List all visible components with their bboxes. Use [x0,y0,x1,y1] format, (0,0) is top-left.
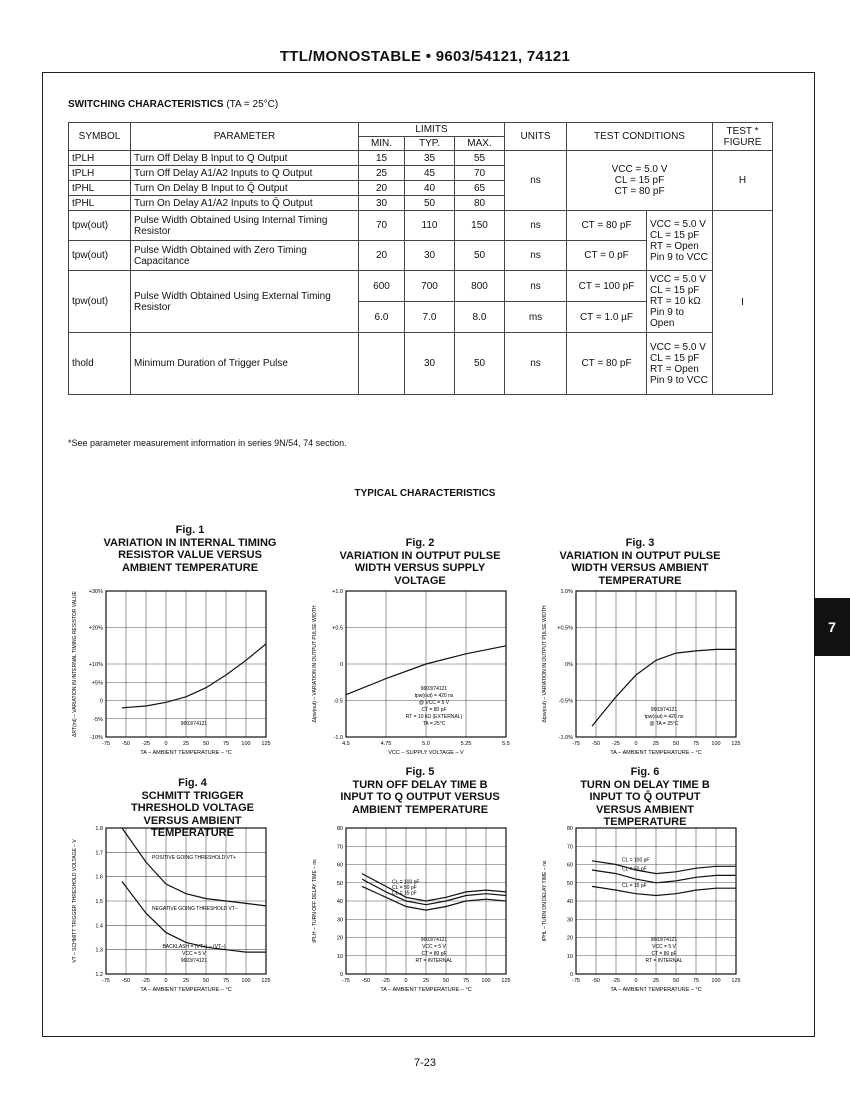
section-tab: 7 [814,598,850,656]
y-tick-label: -5% [93,716,103,723]
cell-symbol: tPHL [69,181,131,196]
cell-typ: 700 [405,271,455,302]
y-tick-label: 1.3 [95,947,103,954]
series-line [122,644,266,708]
fig3-title [555,537,725,587]
fig-caption: TURN ON DELAY TIME B INPUT TO Q̄ OUTPUT VERSUS AMBIENT TEMPERATURE [580,778,710,828]
cell-max: 70 [455,166,505,181]
cell-cond-group3 [647,271,713,333]
y-axis-label: tPLH – TURN OFF DELAY TIME – ns [312,859,318,943]
x-axis-label: VCC – SUPPLY VOLTAGE – V [388,750,464,756]
cell-max: 50 [455,333,505,395]
x-tick-label: 0 [404,978,408,984]
cell-max: 800 [455,271,505,302]
x-tick-label: -75 [102,978,110,984]
cell-typ: 35 [405,151,455,166]
x-tick-label: -50 [592,741,600,747]
x-tick-label: -25 [142,741,150,747]
y-tick-label: -0.5 [333,698,343,705]
x-tick-label: -50 [122,978,130,984]
fig-caption: SCHMITT TRIGGER THRESHOLD VOLTAGE VERSUS AMBIENT TEMPERATURE [130,789,255,839]
x-axis-label: TA – AMBIENT TEMPERATURE – °C [610,987,702,993]
x-tick-label: 75 [222,978,230,984]
x-tick-label: -50 [592,978,600,984]
x-tick-label: 25 [182,741,190,747]
x-tick-label: 100 [711,741,721,747]
cell-min: 600 [359,271,405,302]
y-tick-label: 20 [336,935,343,942]
annotation: tpw(out) = 420 ns [644,714,684,720]
cell-symbol: tpw(out) [69,271,131,333]
annotation: CT = 80 pF [421,707,447,713]
fig-number: Fig. 5 [405,766,435,778]
annotation: VCC = 5 V [182,951,206,957]
y-axis-label: Δtpw(out) – VARIATION IN OUTPUT PULSE WIDTH [312,605,318,723]
fig-number: Fig. 6 [630,766,660,778]
x-axis-label: TA – AMBIENT TEMPERATURE – °C [610,750,702,756]
annotation: 9603/74121 [420,686,448,692]
cell-cond-group2 [647,211,713,271]
th-symbol: SYMBOL [69,123,131,151]
cond-line: CL = 15 pF [650,352,700,364]
y-tick-label: -0.5% [558,698,573,705]
annotation: 9603/74121 [650,707,678,713]
x-tick-label: 50 [202,741,210,747]
fig5-title [335,766,505,816]
x-tick-label: 25 [652,741,660,747]
x-tick-label: -75 [102,741,110,747]
y-tick-label: 40 [336,899,343,905]
x-tick-label: 125 [261,741,271,747]
cell-max: 65 [455,181,505,196]
series-line [122,882,266,953]
y-tick-label: 1.7 [95,850,103,857]
x-tick-label: 75 [692,978,700,984]
y-tick-label: 80 [566,826,573,832]
th-limits: LIMITS [359,123,505,137]
cond-line: VCC = 5.0 V [611,164,668,175]
cell-min: 25 [359,166,405,181]
series-line [592,870,736,883]
cell-symbol: tPLH [69,151,131,166]
y-tick-label: +1.0 [332,589,343,595]
section-title [68,99,278,110]
cell-max: 150 [455,211,505,241]
cell-min: 20 [359,181,405,196]
fig-number: Fig. 4 [178,777,207,789]
cell-typ: 50 [405,196,455,211]
cell-units-group1: ns [505,151,567,211]
x-tick-label: 25 [182,978,190,984]
x-tick-label: 4.5 [342,741,350,747]
cell-parameter: Turn Off Delay B Input to Q Output [131,151,359,166]
x-tick-label: 125 [731,741,741,747]
cond-line: RT = Open [650,240,699,252]
x-tick-label: 125 [501,978,511,984]
th-parameter: PARAMETER [131,123,359,151]
fig1-chart [60,585,290,765]
x-axis-label: TA – AMBIENT TEMPERATURE – °C [140,750,232,756]
y-tick-label: 1.5 [95,899,103,905]
annotation: @ VCC = 5 V [418,700,450,706]
fig4-chart [60,822,290,1002]
y-tick-label: 70 [336,844,343,851]
cond-line: Pin 9 to VCC [650,374,708,386]
x-tick-label: 75 [222,741,230,747]
cond-line: VCC = 5.0 V [650,341,706,353]
y-axis-label: Δtpw(out) – VARIATION IN OUTPUT PULSE WIDTH [542,605,548,723]
fig2-title [330,537,510,587]
cell-typ: 30 [405,241,455,271]
series-line [122,828,266,906]
y-tick-label: 1.0% [560,589,573,595]
cell-max: 8.0 [455,302,505,333]
cell-typ: 30 [405,333,455,395]
x-tick-label: 0 [164,978,168,984]
y-axis-label: VT – SCHMITT TRIGGER THRESHOLD VOLTAGE – V [72,839,78,963]
cond-line: RT = 10 kΩ [650,296,701,307]
series-label: CL = 100 pF [392,879,420,886]
cell-units: ns [505,241,567,271]
x-axis-label: TA – AMBIENT TEMPERATURE – °C [380,987,472,993]
y-axis-label: ΔRT(int) – VARIATION IN INTERNAL TIMING RESISTOR VALUE [72,591,78,737]
cell-typ: 40 [405,181,455,196]
cond-line: VCC = 5.0 V [650,218,706,230]
x-tick-label: 5.25 [460,741,472,747]
cond-line: VCC = 5.0 V [650,274,706,285]
cell-cond: CT = 80 pF [567,333,647,395]
x-tick-label: 50 [672,978,680,984]
series-line [592,861,736,874]
x-tick-label: 5.0 [422,741,430,747]
series-label: CL = 15 pF [392,890,417,897]
y-tick-label: +20% [88,625,103,632]
cell-units: ms [505,302,567,333]
series-line [362,874,506,901]
y-tick-label: 60 [336,862,343,869]
x-tick-label: -75 [572,978,580,984]
y-tick-label: +0.5 [332,625,343,632]
fig2-chart [300,585,530,765]
y-tick-label: 0% [565,662,573,668]
cell-symbol: tpw(out) [69,211,131,241]
y-tick-label: 1.8 [95,826,103,832]
x-tick-label: -50 [122,741,130,747]
x-tick-label: 100 [711,978,721,984]
cell-min: 20 [359,241,405,271]
x-tick-label: 100 [481,978,491,984]
cell-symbol: thold [69,333,131,395]
series-label: CL = 50 pF [622,866,647,873]
section-title-text: SWITCHING CHARACTERISTICS [68,99,224,110]
cell-cond-group1 [567,151,713,211]
annotation: 9603/74121 [180,958,208,964]
x-tick-label: 100 [241,741,251,747]
y-tick-label: 10 [336,953,343,960]
cond-line: CL = 15 pF [650,285,700,296]
x-tick-label: -25 [142,978,150,984]
y-tick-label: 0 [339,972,343,978]
annotation: RT = 10 kΩ (EXTERNAL) [405,714,463,720]
y-tick-label: +10% [88,662,103,668]
cell-symbol: tPHL [69,196,131,211]
page-header: TTL/MONOSTABLE • 9603/54121, 74121 [279,48,571,65]
cond-line: CT = 80 pF [614,186,665,197]
cell-cond: CT = 80 pF [567,211,647,241]
x-tick-label: 125 [731,978,741,984]
cell-cond: CT = 100 pF [567,271,647,302]
y-tick-label: 20 [566,935,573,942]
fig1-title [100,524,280,574]
x-tick-label: 25 [652,978,660,984]
annotation: BACKLASH = (VT+) – (VT–) [162,944,226,950]
y-tick-label: 40 [566,899,573,905]
y-tick-label: 80 [336,826,343,832]
cell-units: ns [505,333,567,395]
fig-caption: VARIATION IN OUTPUT PULSE WIDTH VERSUS SUPPLY VOLTAGE [339,549,501,587]
y-tick-label: +5% [91,680,103,687]
cell-min: 15 [359,151,405,166]
y-tick-label: 30 [336,917,343,924]
annotation: @ TA = 25°C [649,721,679,727]
annotation: 9603/74121 [650,937,678,943]
annotation: TA = 25°C [422,721,446,727]
annotation: VCC = 5 V [652,944,676,950]
series-label: CL = 50 pF [392,884,417,891]
th-min: MIN. [359,137,405,151]
cell-typ: 110 [405,211,455,241]
cond-line: CL = 15 pF [614,175,665,186]
fig-number: Fig. 3 [625,537,655,549]
fig-number: Fig. 1 [175,524,205,536]
annotation: 9603/74121 [180,721,208,727]
cell-typ: 7.0 [405,302,455,333]
cell-units: ns [505,271,567,302]
cell-symbol: tpw(out) [69,241,131,271]
cond-line: CL = 15 pF [650,229,700,241]
y-tick-label: 50 [566,880,573,887]
cell-max: 50 [455,241,505,271]
switching-table [68,122,773,395]
x-tick-label: 125 [261,978,271,984]
annotation: RT = INTERNAL [415,958,453,964]
y-tick-label: -10% [90,735,103,741]
y-tick-label: 60 [566,862,573,869]
cell-min [359,333,405,395]
th-units: UNITS [505,123,567,151]
y-tick-label: +30% [88,589,103,595]
x-tick-label: 50 [442,978,450,984]
x-tick-label: 50 [202,978,210,984]
series-label: NEGATIVE GOING THRESHOLD VT– [152,906,238,913]
x-tick-label: 75 [462,978,470,984]
cell-max: 80 [455,196,505,211]
cell-parameter: Minimum Duration of Trigger Pulse [131,333,359,395]
y-tick-label: 1.6 [95,874,103,881]
x-tick-label: -25 [382,978,390,984]
cond-line: Pin 9 to VCC [650,251,708,263]
y-tick-label: 0 [569,972,573,978]
fig5-chart [300,822,530,1002]
x-tick-label: 5.5 [502,741,510,747]
series-line [592,886,736,895]
page-number: 7-23 [413,1057,437,1069]
fig6-chart [530,822,760,1002]
th-max: MAX. [455,137,505,151]
cell-typ: 45 [405,166,455,181]
fig6-title [570,766,720,829]
cell-figure-h: H [713,151,773,211]
x-tick-label: 50 [672,741,680,747]
annotation: CT = 80 pF [421,951,447,957]
fig-caption: VARIATION IN INTERNAL TIMING RESISTOR VALUE VERSUS AMBIENT TEMPERATURE [103,536,277,574]
cell-min: 30 [359,196,405,211]
cell-parameter: Pulse Width Obtained Using Internal Timing Resistor [131,211,359,241]
annotation: VCC = 5 V [422,944,446,950]
cell-parameter: Turn Off Delay A1/A2 Inputs to Q Output [131,166,359,181]
x-tick-label: 0 [164,741,168,747]
cell-symbol: tPLH [69,166,131,181]
cell-units: ns [505,211,567,241]
y-tick-label: 50 [336,880,343,887]
annotation: CT = 80 pF [651,951,677,957]
annotation: tpw(out) = 420 ns [414,693,454,699]
series-label: CL = 15 pF [622,883,647,890]
x-tick-label: 75 [692,741,700,747]
th-typ: TYP. [405,137,455,151]
th-test-figure: TEST * FIGURE [713,123,773,151]
x-tick-label: 0 [634,978,638,984]
cell-cond: CT = 0 pF [567,241,647,271]
cell-parameter: Turn On Delay B Input to Q̄ Output [131,181,359,196]
cell-cond: CT = 1.0 µF [567,302,647,333]
y-tick-label: 1.4 [95,923,103,930]
x-tick-label: 4.75 [380,741,392,747]
y-tick-label: 0 [339,662,343,668]
annotation: 9603/74121 [420,937,448,943]
cond-line: RT = Open [650,363,699,375]
cell-min: 6.0 [359,302,405,333]
cell-parameter: Pulse Width Obtained Using External Timing Resistor [131,271,359,333]
x-tick-label: -25 [612,978,620,984]
y-tick-label: 1.2 [95,972,103,978]
cell-parameter: Pulse Width Obtained with Zero Timing Capacitance [131,241,359,271]
x-tick-label: 100 [241,978,251,984]
cell-parameter: Turn On Delay A1/A2 Inputs to Q̄ Output [131,196,359,211]
y-tick-label: 70 [566,844,573,851]
y-tick-label: 10 [566,953,573,960]
y-tick-label: -1.0 [333,735,343,741]
x-axis-label: TA – AMBIENT TEMPERATURE – °C [140,987,232,993]
x-tick-label: 0 [634,741,638,747]
annotation: RT = INTERNAL [645,958,683,964]
y-tick-label: 30 [566,917,573,924]
cell-figure-i: I [713,211,773,395]
fig-number: Fig. 2 [405,537,435,549]
footnote: *See parameter measurement information in series 9N/54, 74 section. [68,438,347,448]
x-tick-label: -75 [572,741,580,747]
th-test-conditions: TEST CONDITIONS [567,123,713,151]
section-condition: (TA = 25°C) [226,99,279,110]
y-tick-label: +0.5% [557,625,573,632]
x-tick-label: -50 [362,978,370,984]
cell-min: 70 [359,211,405,241]
x-tick-label: -25 [612,741,620,747]
cond-line: Pin 9 to Open [650,307,684,329]
series-label: CL = 100 pF [622,857,650,864]
fig3-chart [530,585,760,765]
x-tick-label: 25 [422,978,430,984]
fig-caption: VARIATION IN OUTPUT PULSE WIDTH VERSUS AMBIENT TEMPERATURE [559,549,721,587]
fig-caption: TURN OFF DELAY TIME B INPUT TO Q OUTPUT VERSUS AMBIENT TEMPERATURE [340,778,500,816]
cell-cond-group4 [647,333,713,395]
typical-heading: TYPICAL CHARACTERISTICS [354,488,496,499]
y-axis-label: tPHL – TURN ON DELAY TIME – ns [542,860,548,942]
y-tick-label: -1.0% [558,735,573,741]
series-label: POSITIVE GOING THRESHOLD VT+ [152,855,236,862]
cell-max: 55 [455,151,505,166]
y-tick-label: 0 [99,698,103,705]
x-tick-label: -75 [342,978,350,984]
